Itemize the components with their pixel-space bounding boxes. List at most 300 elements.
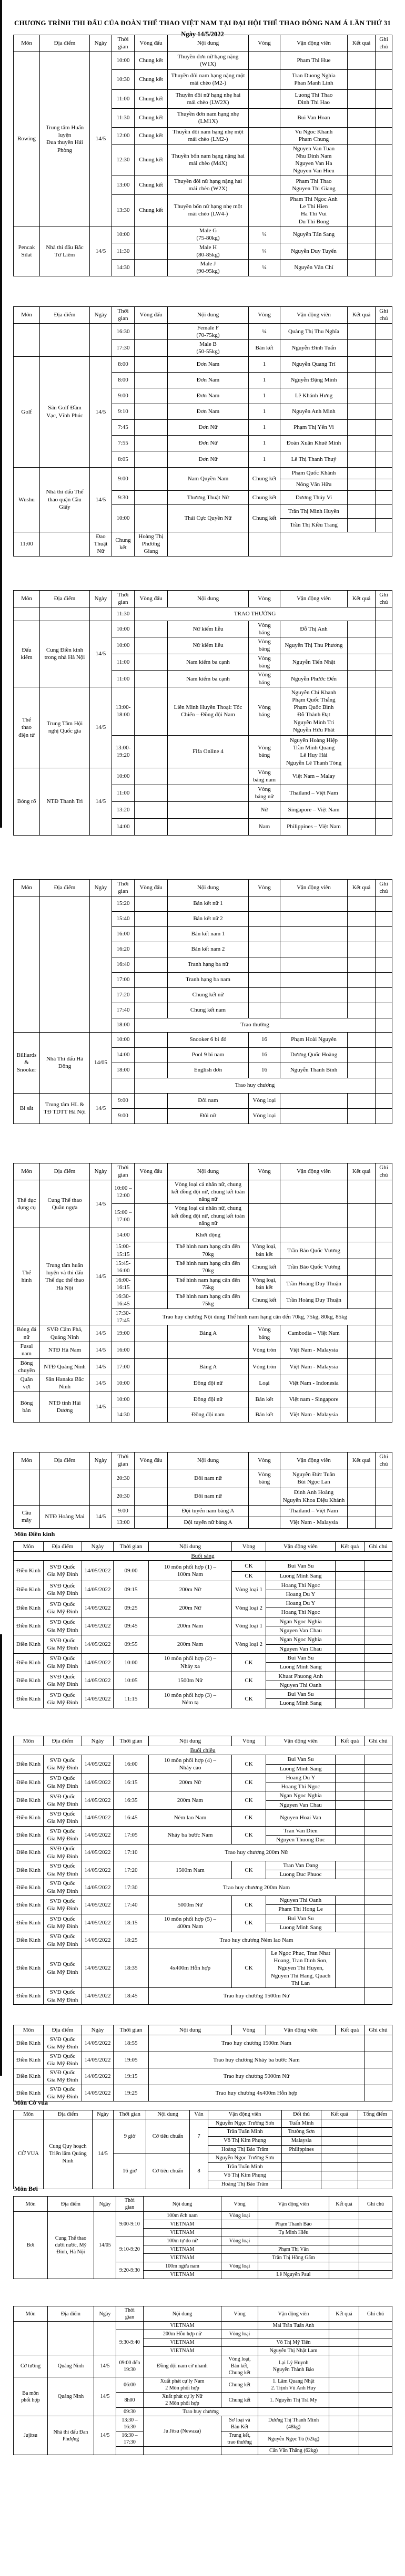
table-cell: Điền Kinh xyxy=(14,1810,44,1827)
table-cell: Liên Minh Huyền Thoại: Tốc Chiến – Đồng đội Nam xyxy=(168,687,249,735)
table-cell xyxy=(249,957,280,972)
table-cell: 14/5 xyxy=(90,1358,112,1375)
table-cell: 12:30 xyxy=(112,144,135,176)
table-cell: Bán kết nam 2 xyxy=(168,942,249,957)
table-cell xyxy=(135,911,168,926)
table-cell xyxy=(364,1773,392,1782)
table-cell: Thể hình xyxy=(14,1228,40,1325)
table-header-cell: Địa điểm xyxy=(40,35,90,52)
table-cell xyxy=(280,1108,348,1124)
table-cell: VIETNAM xyxy=(144,2245,221,2254)
table-cell: 10:00 xyxy=(112,51,135,69)
table-cell: 10:00 xyxy=(114,1653,149,1672)
table-cell: 14/05/2022 xyxy=(82,1810,114,1827)
table-cell: Loại xyxy=(249,1375,280,1392)
schedule-table-block xyxy=(13,2306,392,2455)
table-cell xyxy=(336,1690,364,1699)
table-header-cell: Ngày xyxy=(82,2025,114,2035)
table-cell: Điền Kinh xyxy=(14,2085,44,2101)
table-cell: Chung kết xyxy=(135,194,168,226)
table-cell xyxy=(329,2262,359,2271)
table-cell: 10:30 xyxy=(112,69,135,89)
table-cell xyxy=(249,972,280,987)
table-cell xyxy=(249,911,280,926)
table-header-cell: Nội dung xyxy=(168,1163,249,1180)
table-row xyxy=(14,1988,392,2005)
table-cell: SVĐ Quốc Gia Mỹ Đình xyxy=(44,1773,82,1791)
table-cell: Thuyền bốn nam hạng nặng hai mái chèo (M4X) xyxy=(168,144,249,176)
table-header-cell: Vòng xyxy=(249,1163,280,1180)
table-row xyxy=(14,1653,392,1662)
table-cell xyxy=(135,1325,168,1342)
table-cell: 14/05/2022 xyxy=(82,1861,114,1879)
table-header-cell: Vòng đấu xyxy=(135,35,168,52)
table-cell: CK xyxy=(232,1572,266,1581)
table-cell: Điền Kinh xyxy=(14,1690,44,1708)
table-cell: VIETNAM xyxy=(144,2347,221,2355)
table-cell: 14/5 xyxy=(90,1505,112,1528)
table-header-cell: Kết quả xyxy=(336,1542,364,1552)
table-cell: 14/5 xyxy=(90,1180,112,1228)
table-cell xyxy=(168,1342,249,1358)
table-cell: Thuyền bốn nữ hạng nhẹ một mái chèo (LW4-) xyxy=(168,194,249,226)
table-header-cell: Nội dung xyxy=(168,880,249,897)
table-cell xyxy=(348,504,376,518)
table-cell: Trung tâm HL & TĐ TDTT Hà Nội xyxy=(40,1093,90,1124)
table-cell: Vòng loại xyxy=(221,2237,258,2245)
table-row xyxy=(14,1599,392,1608)
table-cell xyxy=(135,435,168,451)
table-cell: SVĐ Quốc Gia Mỹ Đình xyxy=(44,1672,82,1690)
table-cell xyxy=(135,1108,168,1124)
table-cell xyxy=(348,243,376,260)
table-header-cell: Ghi chú xyxy=(376,307,392,324)
table-cell: Đội tuyển nam bảng A xyxy=(168,1505,249,1517)
table-header-cell: Ngày xyxy=(94,2197,116,2212)
table-cell: 9:00 xyxy=(112,1108,135,1124)
table-cell: Vòng loại xyxy=(221,2212,258,2220)
table-cell: Bảng A xyxy=(168,1325,249,1342)
table-cell xyxy=(348,1032,376,1047)
table-cell: 18:25 xyxy=(114,1932,149,1949)
table-cell xyxy=(135,1228,168,1242)
table-cell: Trung kết, trao thưởng xyxy=(221,2431,258,2447)
table-cell xyxy=(376,504,392,518)
table-cell: 19:05 xyxy=(114,2052,149,2068)
table-cell: Nam Quyền Nam xyxy=(168,467,249,490)
table-cell xyxy=(358,2136,392,2145)
table-cell xyxy=(376,654,392,671)
table-header-cell: Ngày xyxy=(90,307,112,324)
table-cell: 17:20 xyxy=(114,1861,149,1879)
table-cell xyxy=(135,372,168,388)
table-cell xyxy=(376,404,392,419)
table-header-cell: Kết quả xyxy=(348,307,376,324)
table-cell xyxy=(249,89,280,108)
table-cell xyxy=(376,1018,392,1032)
table-row xyxy=(14,1845,392,1861)
table-cell xyxy=(348,1292,376,1309)
table-cell: Nhảy ba bước Nam xyxy=(149,1826,232,1845)
table-cell xyxy=(336,1949,364,1987)
table-cell xyxy=(376,467,392,479)
table-cell: Tuấn Minh xyxy=(282,2119,321,2128)
table-cell xyxy=(280,957,348,972)
table-cell: Chung kết xyxy=(221,2393,258,2408)
table-cell xyxy=(364,1988,392,2005)
table-cell xyxy=(14,2322,48,2355)
table-cell xyxy=(336,1896,364,1905)
table-cell xyxy=(364,1572,392,1581)
table-cell: Nguyễn Đức Tuân Bùi Ngọc Lan xyxy=(280,1469,348,1488)
table-cell xyxy=(348,194,376,226)
table-cell: Nguyen Hoai Van xyxy=(266,1810,336,1827)
table-cell xyxy=(321,2154,358,2163)
table-cell xyxy=(249,176,280,194)
table-cell xyxy=(90,323,112,356)
table-cell xyxy=(168,532,249,556)
table-cell: Trao huy chương xyxy=(135,1078,376,1093)
table-cell: 09:15 xyxy=(114,1581,149,1599)
table-cell: 9:00 xyxy=(112,467,135,490)
table-cell: 13:20 xyxy=(112,801,135,818)
table-cell: Đỗ Thị Anh xyxy=(280,621,348,637)
table-row xyxy=(14,1791,392,1800)
table-cell xyxy=(364,1861,392,1870)
table-cell: Điền Kinh xyxy=(14,1845,44,1861)
table-cell: SVĐ Quốc Gia Mỹ Đình xyxy=(44,1914,82,1932)
table-cell xyxy=(348,818,376,835)
table-cell xyxy=(280,1228,348,1242)
table-cell xyxy=(364,1626,392,1635)
table-cell: 14/05/2022 xyxy=(82,1949,114,1987)
table-cell xyxy=(135,1358,168,1375)
table-cell xyxy=(376,490,392,504)
table-row xyxy=(14,1746,392,1755)
table-cell: Đôi nam nữ xyxy=(168,1469,249,1488)
table-cell xyxy=(348,987,376,1003)
table-cell: 200m Nam xyxy=(149,1791,232,1810)
table-cell: SVĐ Quốc Gia Mỹ Đình xyxy=(44,2085,82,2101)
table-cell: 16:30 xyxy=(112,323,135,340)
table-cell: Nguyen Van Tuan Nhu Dinh Nam Nguyen Van Ha Nguyen Van Hieu xyxy=(280,144,348,176)
table-cell xyxy=(364,1617,392,1626)
table-cell xyxy=(376,1292,392,1309)
table-cell: 13:30 – 16:30 xyxy=(116,2416,144,2431)
table-header-cell: Địa điểm xyxy=(40,1452,90,1469)
table-cell xyxy=(280,942,348,957)
table-cell xyxy=(348,1003,376,1018)
table-cell xyxy=(280,896,348,911)
table-cell: Điền Kinh xyxy=(14,1755,44,1774)
schedule-table-block xyxy=(13,2185,392,2279)
table-row xyxy=(14,1896,392,1905)
table-header-cell: Vận động viên xyxy=(266,1736,336,1746)
table-cell: SVĐ Quốc Gia Mỹ Đình xyxy=(44,1791,82,1810)
table-cell: Vòng loại, Bán kết, Chung kết xyxy=(221,2355,258,2377)
table-cell xyxy=(221,2347,258,2355)
table-cell: VIETNAM xyxy=(144,2322,221,2330)
table-cell xyxy=(135,323,168,340)
table-cell: 14/5 xyxy=(90,1228,112,1325)
table-row xyxy=(14,1672,392,1681)
table-cell: 16:00 xyxy=(114,1755,149,1774)
table-cell: Trung tâm huấn luyện và thi đấu Thể dục thể thao Hà Nội xyxy=(40,1228,90,1325)
table-cell: Hoang Du Y xyxy=(266,1590,336,1599)
table-cell: Nguyễn Phước Đến xyxy=(280,671,348,687)
table-cell xyxy=(348,108,376,127)
table-cell xyxy=(336,1626,364,1635)
table-cell: 14/5 xyxy=(94,2355,116,2377)
table-cell xyxy=(348,69,376,89)
table-cell xyxy=(14,896,40,1032)
table-cell xyxy=(135,987,168,1003)
table-header-cell: Môn xyxy=(14,1736,44,1746)
table-cell xyxy=(376,621,392,637)
table-cell xyxy=(359,2262,392,2271)
table-cell: Phạm Quốc Khánh xyxy=(280,467,348,479)
table-cell: 1 xyxy=(249,388,280,404)
table-cell: 10 môn phối hợp (3) – Ném tạ xyxy=(149,1690,232,1708)
table-header-cell: Vận động viên xyxy=(280,307,348,324)
table-cell: 14/05/2022 xyxy=(82,1773,114,1791)
table-cell xyxy=(348,51,376,69)
table-header-cell: Vòng xyxy=(249,880,280,897)
table-cell xyxy=(376,419,392,435)
table-header-cell: Vận động viên xyxy=(208,2110,282,2119)
table-cell: Chung kết xyxy=(249,1259,280,1275)
table-cell: Bóng đá nữ xyxy=(14,1325,40,1342)
table-cell: Vòng loại cá nhân nữ, chung kết đồng đội nữ, chung kết toàn năng nữ xyxy=(168,1180,249,1204)
table-cell: 16:30 – 17:30 xyxy=(116,2431,144,2447)
table-cell xyxy=(336,1699,364,1708)
table-cell xyxy=(329,2393,359,2408)
table-cell xyxy=(329,2322,359,2330)
table-cell: Trần Bảo Quốc Vương xyxy=(280,1259,348,1275)
table-cell: 10 môn phối hợp (1) – 100m Nam xyxy=(149,1561,232,1581)
table-cell: 10:05 xyxy=(114,1672,149,1690)
table-row xyxy=(14,1325,392,1342)
table-cell: 8:00 xyxy=(112,356,135,372)
table-cell xyxy=(359,2447,392,2455)
table-header-cell: Môn xyxy=(14,880,40,897)
table-cell xyxy=(376,260,392,276)
table-cell: Nguyễn Ngọc Trường Sơn xyxy=(208,2119,282,2128)
table-cell: Trần Thị Hồng Gấm xyxy=(258,2254,329,2262)
table-cell: Bán kết xyxy=(249,340,280,357)
table-cell xyxy=(336,1764,364,1773)
table-header-cell: Ngày xyxy=(90,35,112,52)
table-cell: 8h00 xyxy=(116,2393,144,2408)
table-cell xyxy=(364,1914,392,1923)
table-header-cell: Ván xyxy=(190,2110,208,2119)
table-header-cell: Vận động viên xyxy=(280,880,348,897)
table-header-row xyxy=(14,1163,392,1180)
table-cell xyxy=(329,2377,359,2393)
table-cell xyxy=(336,1617,364,1626)
table-cell: CK xyxy=(232,1914,266,1932)
table-cell: 14:30 xyxy=(112,260,135,276)
table-cell xyxy=(364,1835,392,1844)
table-header-cell: Vòng đấu xyxy=(135,591,168,607)
table-cell xyxy=(258,2212,329,2220)
table-cell: Thuyền đôi nữ hạng nặng hai mái chèo (W2X) xyxy=(168,176,249,194)
table-cell: CK xyxy=(232,1861,266,1879)
table-header-cell: Ngày xyxy=(94,2306,116,2322)
table-cell: 18:55 xyxy=(114,2035,149,2052)
table-cell: Trần Tuấn Minh xyxy=(208,2128,282,2137)
table-cell xyxy=(249,896,280,911)
table-cell: 12:00 xyxy=(112,127,135,144)
table-header-cell: Nội dung xyxy=(144,2197,221,2212)
table-cell xyxy=(376,1488,392,1505)
table-cell: NTĐ Hoàng Mai xyxy=(40,1505,90,1528)
table-cell xyxy=(376,435,392,451)
table-cell: Điền Kinh xyxy=(14,1932,44,1949)
table-cell xyxy=(249,144,280,176)
table-cell: NTĐ Thanh Trì xyxy=(40,768,90,835)
table-header-cell: Vòng đấu xyxy=(135,1163,168,1180)
table-cell: 14:00 xyxy=(112,1228,135,1242)
table-cell xyxy=(135,504,168,532)
table-cell: 200m Hỗn hợp nữ xyxy=(144,2330,221,2338)
table-cell: SVĐ Quốc Gia Mỹ Đình xyxy=(44,1690,82,1708)
table-cell xyxy=(135,467,168,490)
table-cell: 16:00 xyxy=(112,926,135,942)
table-cell: Trao huy chương 1500m Nam xyxy=(149,2035,364,2052)
table-cell: 200m Nữ xyxy=(149,1599,232,1617)
table-cell xyxy=(376,1342,392,1358)
table-header-cell: Địa điểm xyxy=(44,2025,82,2035)
table-row xyxy=(14,1581,392,1590)
table-cell xyxy=(135,818,168,835)
table-cell: Vòng loại xyxy=(249,1108,280,1124)
table-cell xyxy=(249,127,280,144)
table-cell xyxy=(348,1093,376,1108)
table-header-cell: Vận động viên xyxy=(280,35,348,52)
table-cell xyxy=(348,226,376,243)
table-cell xyxy=(280,911,348,926)
table-cell: 10:00 xyxy=(112,637,135,654)
table-cell: 11:00 xyxy=(112,671,135,687)
table-cell xyxy=(336,1870,364,1879)
table-cell xyxy=(221,2245,258,2254)
table-cell: Nông Văn Hữu xyxy=(280,479,348,490)
table-cell: 15:00- 15:15 xyxy=(112,1242,135,1259)
table-cell xyxy=(364,1870,392,1879)
table-cell xyxy=(135,942,168,957)
table-cell: Hoang Du Y xyxy=(266,1773,336,1782)
table-cell xyxy=(348,621,376,637)
table-cell xyxy=(376,388,392,404)
table-cell xyxy=(116,2447,144,2455)
table-cell: 14/05/2022 xyxy=(82,1599,114,1617)
table-cell: Vòng bảng xyxy=(249,687,280,735)
table-cell xyxy=(135,1180,168,1204)
table-cell: 10 môn phối hợp (5) – 400m Nam xyxy=(149,1914,232,1932)
table-cell xyxy=(376,451,392,467)
table-cell: 16 xyxy=(249,1063,280,1078)
table-cell: Vòng loại xyxy=(221,2262,258,2271)
table-cell: Pencak Silat xyxy=(14,226,40,276)
table-cell: Võ Thị Mỹ Tiên xyxy=(258,2338,329,2347)
table-header-cell: Ghi chú xyxy=(364,1736,392,1746)
table-cell xyxy=(90,896,112,1032)
table-row xyxy=(14,1826,392,1835)
table-cell: Vòng tròn xyxy=(249,1342,280,1358)
table-cell xyxy=(359,2212,392,2220)
table-cell: 14/5 xyxy=(90,51,112,226)
table-cell: Buổi sáng xyxy=(14,1552,392,1561)
table-cell: Cambodia – Việt Nam xyxy=(280,1325,348,1342)
table-cell: Dương Quốc Hoàng xyxy=(280,1047,348,1063)
table-header-cell: Ghi chú xyxy=(376,1163,392,1180)
table-row xyxy=(14,2322,392,2330)
table-header-cell: Địa điểm xyxy=(40,1163,90,1180)
table-header-cell: Thời gian xyxy=(114,2025,149,2035)
table-header-row xyxy=(14,591,392,607)
table-cell xyxy=(135,1392,168,1407)
table-cell: Ba môn phối hợp xyxy=(14,2377,48,2416)
table-cell: Wushu xyxy=(14,467,40,532)
table-cell: NTĐ Hà Nam xyxy=(40,1342,90,1358)
schedule-table xyxy=(13,2196,392,2279)
table-cell xyxy=(359,2338,392,2347)
table-cell: 15:20 xyxy=(112,896,135,911)
table-header-cell: Thời gian xyxy=(116,2197,144,2212)
table-header-cell: Ghi chú xyxy=(364,1542,392,1552)
table-cell xyxy=(329,2431,359,2447)
table-cell: 11:00 xyxy=(112,785,135,801)
table-cell xyxy=(348,768,376,785)
table-cell: 13:30 xyxy=(112,194,135,226)
table-cell: Cung Thể thao Quần ngựa xyxy=(40,1180,90,1228)
table-cell xyxy=(135,1517,168,1528)
table-cell: 14/5 xyxy=(90,1375,112,1392)
table-cell xyxy=(135,1259,168,1275)
table-row xyxy=(14,51,392,69)
table-header-cell: Môn xyxy=(14,591,40,607)
table-cell: Vòng bảng xyxy=(249,621,280,637)
table-cell xyxy=(336,1782,364,1791)
table-cell: Vòng loại, bán kết xyxy=(249,1275,280,1292)
table-cell: 16 xyxy=(249,1032,280,1047)
table-cell xyxy=(348,942,376,957)
table-cell: Cung Thể thao dưới nước, Mỹ Đình, Hà Nội xyxy=(48,2212,94,2279)
table-row xyxy=(14,2416,392,2431)
table-header-cell: Ghi chú xyxy=(376,1452,392,1469)
schedule-table xyxy=(13,879,392,1124)
table-row xyxy=(14,323,392,340)
table-cell: SVĐ Quốc Gia Mỹ Đình xyxy=(44,2052,82,2068)
table-header-cell: Kết quả xyxy=(348,35,376,52)
table-cell: Nguyen Thuong Duc xyxy=(266,1835,336,1844)
table-cell: Đấu kiếm xyxy=(14,621,40,687)
table-cell: 17:10 xyxy=(114,1845,149,1861)
table-cell: 1 xyxy=(249,419,280,435)
table-cell xyxy=(348,1108,376,1124)
table-header-cell: Ghi chú xyxy=(376,591,392,607)
table-cell xyxy=(40,1469,90,1505)
table-cell xyxy=(336,1914,364,1923)
table-cell xyxy=(280,1204,348,1228)
table-cell: Đơn Nữ xyxy=(168,451,249,467)
table-cell: Bui Van Su xyxy=(266,1755,336,1764)
table-cell xyxy=(135,1488,168,1505)
schedule-table xyxy=(13,1541,392,1708)
table-cell: Malaysia xyxy=(282,2136,321,2145)
table-cell: CK xyxy=(232,1826,266,1845)
